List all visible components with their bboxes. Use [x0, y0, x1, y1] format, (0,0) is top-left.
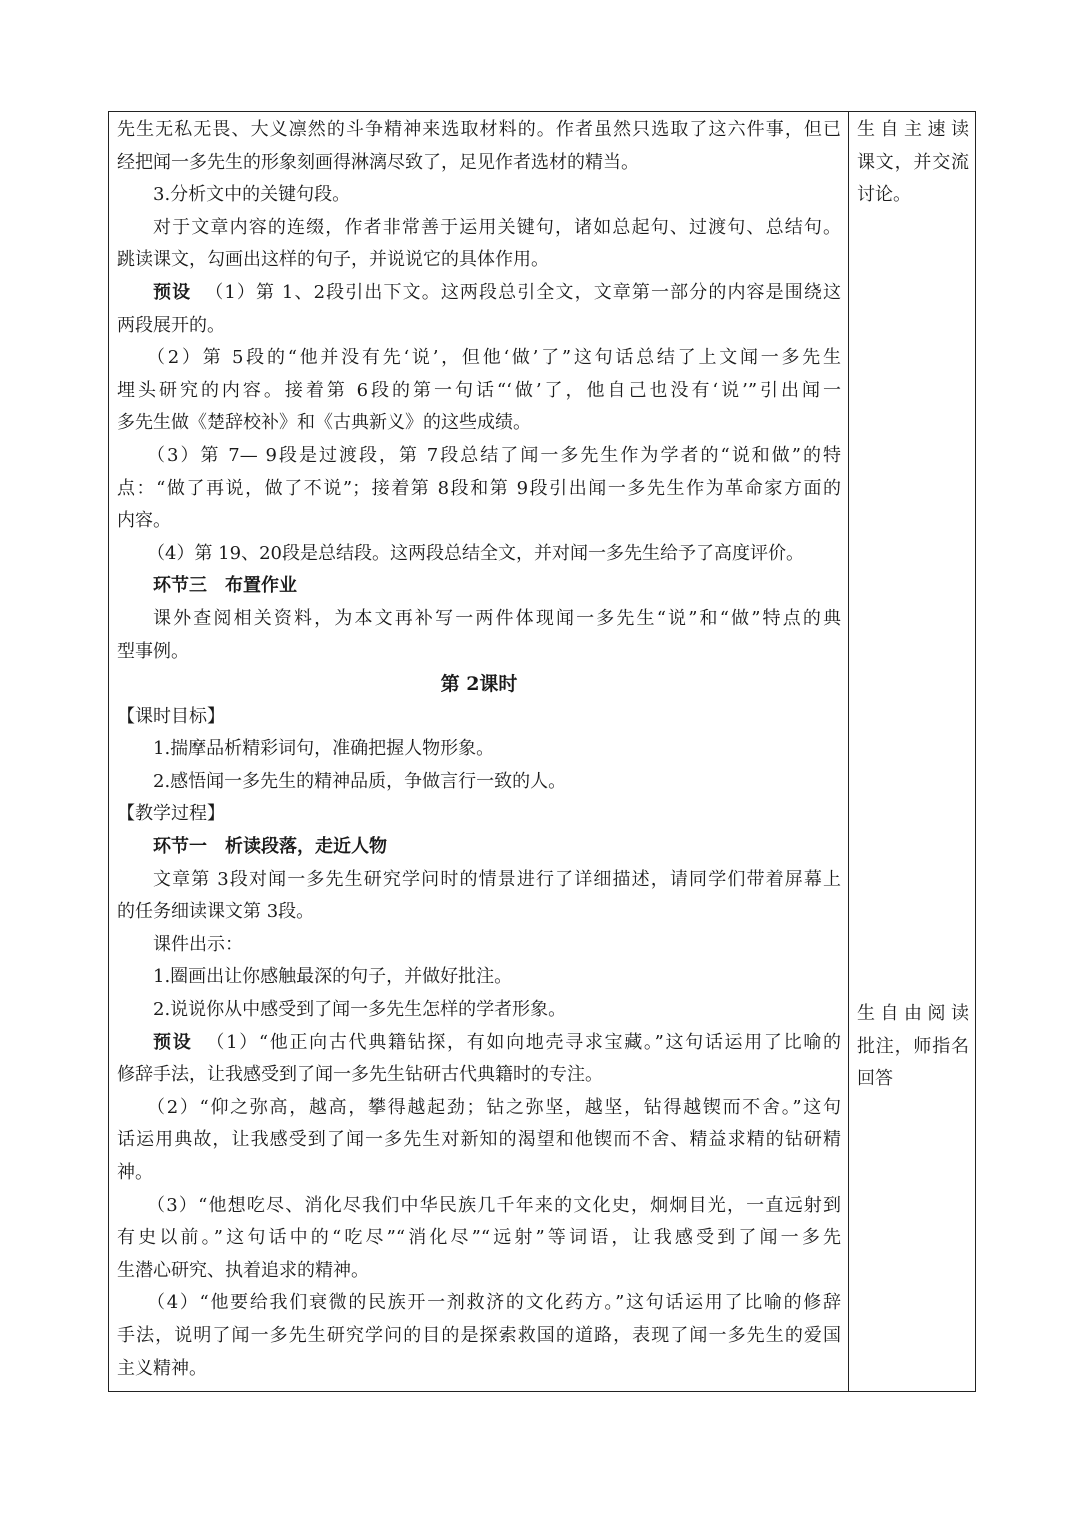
text-line: 生潜心研究、执着追求的精神。: [117, 1259, 369, 1281]
note-line: 生自主速读: [857, 119, 969, 140]
text-line: 的任务细读课文第 3段。: [117, 901, 315, 923]
bold-label: 预设: [153, 281, 192, 303]
bold-label: 预设: [153, 1031, 193, 1053]
text-line: （4）“他要给我们衰微的民族开一剂救济的文化药方。”这句话运用了比喻的修辞: [147, 1292, 841, 1314]
text-line: 2.感悟闻一多先生的精神品质，争做言行一致的人。: [153, 770, 567, 792]
text-line: 手法，说明了闻一多先生研究学问的目的是探索救国的道路，表现了闻一多先生的爱国: [117, 1324, 841, 1346]
text-line: 1.揣摩品析精彩词句，准确把握人物形象。: [153, 738, 495, 760]
column-divider: [848, 112, 849, 1391]
teaching-content-column: [117, 114, 841, 1385]
text-line: [117, 277, 841, 310]
text-line: （3）“他想吃尽、消化尽我们中华民族几千年来的文化史，炯炯目光，一直远射到: [147, 1194, 841, 1216]
text-line: 【课时目标】: [117, 705, 225, 727]
text-line: 【教学过程】: [117, 803, 225, 825]
text-line: 型事例。: [117, 640, 189, 662]
bold-label: 环节三 布置作业: [153, 575, 297, 597]
text-line: （3）第 7— 9段是过渡段，第 7段总结了闻一多先生作为学者的“说和做”的特: [147, 444, 841, 466]
text-line: 经把闻一多先生的形象刻画得淋漓尽致了，足见作者选材的精当。: [117, 151, 639, 173]
text-line: 有史以前。”这句话中的“吃尽”“消化尽”“远射”等词语，让我感受到了闻一多先: [117, 1227, 841, 1249]
text-line: （2）第 5段的“他并没有先‘说’，但他‘做’了”这句话总结了上文闻一多先生: [147, 347, 841, 369]
text-line: 课外查阅相关资料，为本文再补写一两件体现闻一多先生“说”和“做”特点的典: [153, 607, 841, 629]
text-line: 先生无私无畏、大义凛然的斗争精神来选取材料的。作者虽然只选取了这六件事，但已: [117, 119, 841, 140]
text-line: [117, 1027, 841, 1060]
text-line: 两段展开的。: [117, 314, 225, 336]
text-line: 埋头研究的内容。接着第 6段的第一句话“‘做’了，他自己也没有‘说’”引出闻一: [117, 379, 841, 401]
text-line: 修辞手法，让我感受到了闻一多先生钻研古代典籍时的专注。: [117, 1064, 603, 1086]
text-line: [117, 831, 841, 864]
note-line: 回答: [857, 1068, 893, 1090]
lesson-heading: 第 2课时: [440, 673, 518, 696]
line-text: （1）第 1、2段引出下文。这两段总引全文，文章第一部分的内容是围绕这: [205, 281, 841, 303]
note-line: 讨论。: [857, 184, 911, 206]
note-line: 生自由阅读: [857, 1003, 969, 1024]
text-line: 神。: [117, 1162, 153, 1183]
text-line: 主义精神。: [117, 1357, 207, 1379]
text-line: （4）第 19、20段是总结段。这两段总结全文，并对闻一多先生给予了高度评价。: [147, 542, 804, 564]
text-line: [117, 570, 841, 603]
text-line: 2.说说你从中感受到了闻一多先生怎样的学者形象。: [153, 999, 567, 1021]
text-line: 话运用典故，让我感受到了闻一多先生对新知的渴望和他锲而不舍、精益求精的钻研精: [117, 1129, 841, 1151]
text-line: 3.分析文中的关键句段。: [153, 184, 351, 206]
bold-label: 环节一 析读段落，走近人物: [153, 836, 387, 858]
text-line: 1.圈画出让你感触最深的句子，并做好批注。: [153, 966, 513, 988]
student-activity-note-2: [857, 998, 969, 1096]
text-line: 文章第 3段对闻一多先生研究学问时的情景进行了详细描述，请同学们带着屏幕上: [153, 868, 841, 890]
note-line: 课文，并交流: [857, 151, 969, 173]
lesson-table: [108, 111, 976, 1392]
text-line: 内容。: [117, 510, 171, 532]
text-line: 点：“做了再说，做了不说”；接着第 8段和第 9段引出闻一多先生作为革命家方面的: [117, 477, 841, 499]
text-line: 跳读课文，勾画出这样的句子，并说说它的具体作用。: [117, 249, 549, 271]
note-line: 批注，师指名: [857, 1035, 969, 1057]
text-line: （2）“仰之弥高，越高，攀得越起劲；钻之弥坚，越坚，钻得越锲而不舍。”这句: [147, 1096, 841, 1118]
student-activity-note-1: [857, 114, 969, 212]
text-line: 多先生做《楚辞校补》和《古典新义》的这些成绩。: [117, 412, 531, 434]
text-line: 课件出示：: [153, 933, 243, 955]
line-text: （1）“他正向古代典籍钻探，有如向地壳寻求宝藏。”这句话运用了比喻的: [206, 1031, 841, 1053]
text-line: 对于文章内容的连缀，作者非常善于运用关键句，诸如总起句、过渡句、总结句。: [153, 216, 841, 238]
